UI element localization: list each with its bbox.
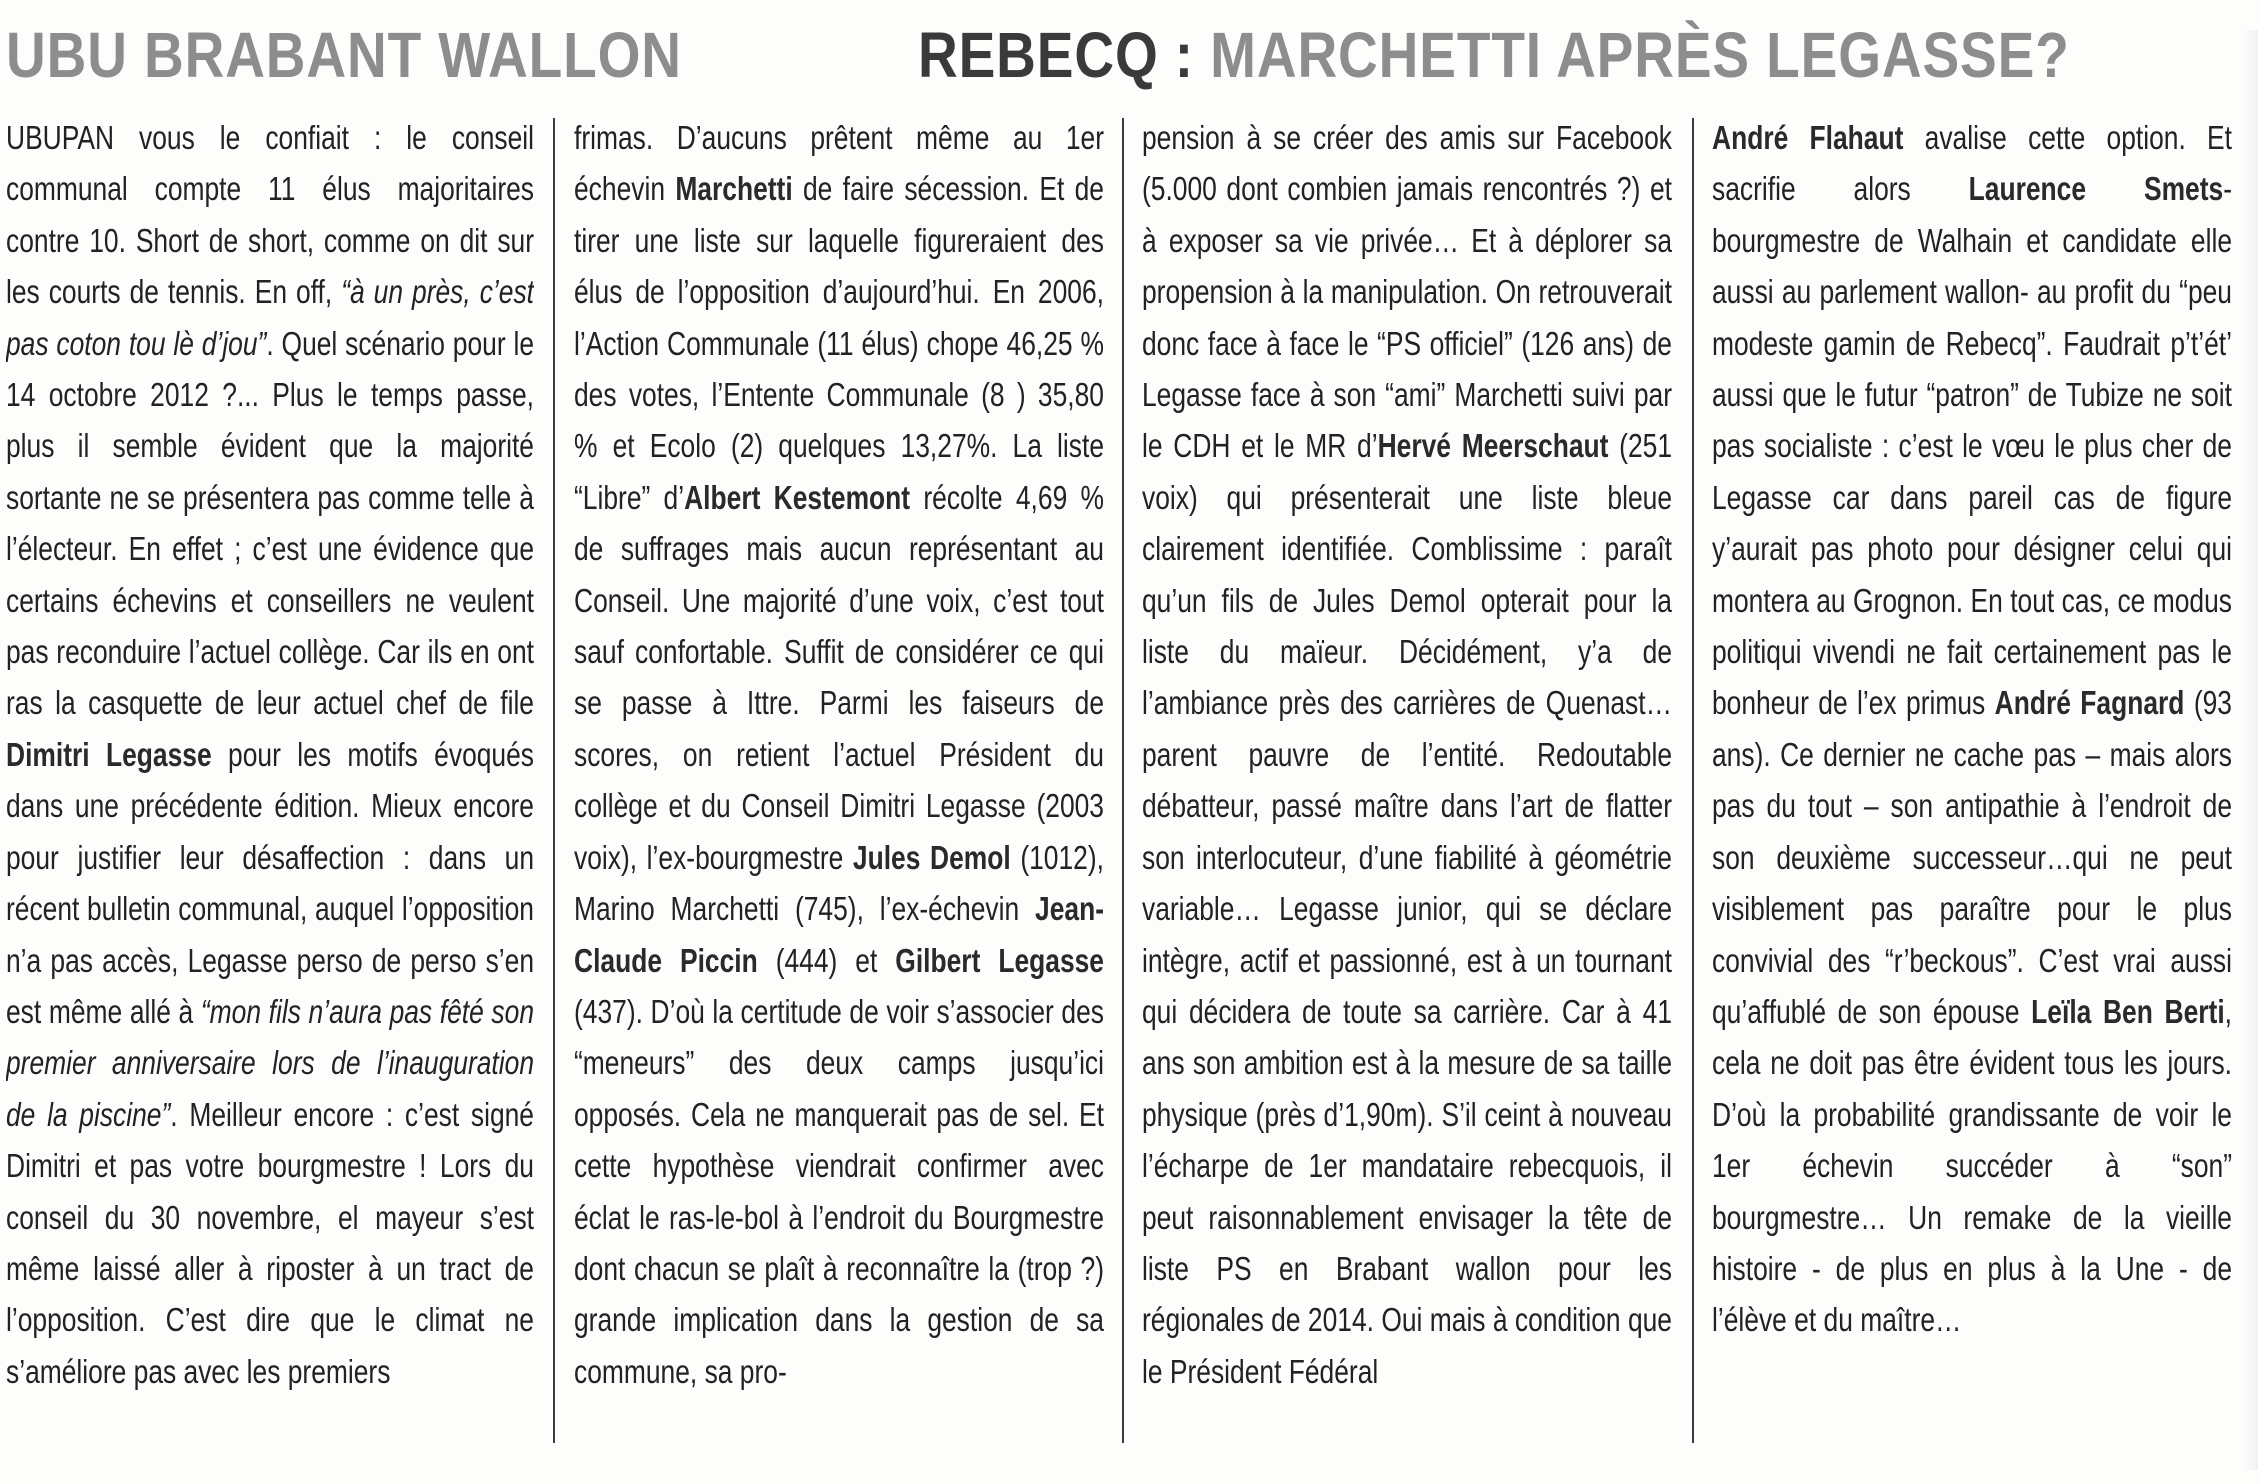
article-column-3 (1142, 112, 1672, 1442)
text-run: Dimitri Legasse (6, 735, 212, 773)
text-run: André Flahaut (1712, 119, 1904, 156)
text-run: “mon fils n’aura pas fêté son premier anniversaire lors de l’inauguration de la piscine” (6, 992, 534, 1133)
text-run: frimas. D’aucuns prêtent même au 1er échevin (574, 119, 1104, 208)
text-run: (251 voix) qui présenterait une liste bleue clairement identifiée. Comblissime : paraît qu’un fils de Jules Demol opterait pour la liste du maïeur. Décidément, y’a de l’ambiance près des carrières de Quenast… parent pauvre de l’entité. Redoutable débatteur, passé maître dans l’art de flatter son interlocuteur, d’une fiabilité à géométrie variable… Legasse junior, qui se déclare intègre, actif et passionné, est à un tournant qui décidera de toute sa carrière. Car à 41 ans son ambition est à la mesure de sa taille physique (près d’1,90m). S’il ceint à nouveau l’écharpe de 1er mandataire rebecquois, il peut raisonnablement envisager la tête de liste PS en Brabant wallon pour les régionales de 2014. Oui mais à condition que le Président Fédéral (1142, 427, 1672, 1390)
text-run: (1012), Marino Marchetti (745), l’ex-échevin (574, 838, 1104, 928)
text-run: Albert Kestemont (684, 478, 911, 516)
text-run: “à un près, c’est pas coton tou lè d’jou” (6, 273, 534, 362)
text-run: (437). D’où la certitude de voir s’associer des “meneurs” des deux camps jusqu’ici opposés. Cela ne manquerait pas de sel. Et cette hypothèse viendrait confirmer avec éclat le ras-le-bol à l’endroit du Bourgmestre dont chacun se plaît à reconnaître la (trop ?) grande implication dans la gestion de sa commune, sa pro- (574, 992, 1104, 1390)
text-run: pension à se créer des amis sur Facebook (5.000 dont combien jamais rencontrés ?) et à exposer sa vie privée… Et à déplorer sa propension à la manipulation. On retrouverait donc face à face le “PS officiel” (126 ans) de Legasse face à son “ami” Marchetti suivi par le CDH et le MR d’ (1142, 119, 1672, 465)
page-edge-shadow (2242, 30, 2258, 1470)
text-run: (93 ans). Ce dernier ne cache pas – mais alors pas du tout – son antipathie à l’endroit de son deuxième successeur…qui ne peut visiblement pas paraître pour le plus convivial des “r’beckous”. C’est vrai aussi qu’affublé de son épouse (1712, 684, 2232, 1030)
column-divider-2 (1122, 118, 1124, 1443)
column-1-text (6, 112, 534, 1397)
text-run: Jules Demol (852, 838, 1011, 876)
column-3-text (1142, 112, 1672, 1397)
article-column-1 (6, 112, 534, 1442)
text-run: . Meilleur encore : c’est signé Dimitri et pas votre bourgmestre ! Lors du conseil du 30 novembre, el mayeur s’est même laissé aller à riposter à un tract de l’opposition. C’est dire que le climat ne s’améliore pas avec les premiers (6, 1095, 534, 1390)
text-run: (444) et (757, 941, 896, 979)
text-run: Jean-Claude Piccin (574, 890, 1104, 979)
article-column-4 (1712, 112, 2232, 1442)
article-headline-title: MARCHETTI APRÈS LEGASSE? (1210, 19, 2070, 91)
section-headline (6, 10, 682, 100)
text-run: de faire sécession. Et de tirer une liste sur laquelle figureraient des élus de l’opposition d’aujourd’hui. En 2006, l’Action Communale (11 élus) chope 46,25 % des votes, l’Entente Communale (8 ) 35,80 % et Ecolo (2) quelques 13,27%. La liste “Libre” d’ (574, 170, 1104, 516)
article-column-2 (574, 112, 1104, 1442)
column-4-text (1712, 112, 2232, 1346)
column-divider-1 (553, 118, 555, 1443)
text-run: , cela ne doit pas être évident tous les jours. D’où la probabilité grandissante de voir le 1er échevin succéder à “son” bourgmestre… Un remake de la vieille histoire - de plus en plus à la Une - de l’élève et du maître… (1712, 992, 2232, 1339)
text-run: avalise cette option. Et sacrifie alors (1712, 119, 2232, 208)
article-headline-place: REBECQ : (918, 19, 1211, 91)
text-run: . Quel scénario pour le 14 octobre 2012 ?... Plus le temps passe, plus il semble évident que la majorité sortante ne se présentera pas comme telle à l’électeur. En effet ; c’est une évidence que certains échevins et conseillers ne veulent pas reconduire l’actuel collège. Car ils en ont ras la casquette de leur actuel chef de file (6, 324, 534, 722)
text-run: Hervé Meerschaut (1377, 427, 1609, 465)
article-headline (918, 10, 2070, 100)
text-run: Gilbert Legasse (895, 941, 1104, 979)
section-headline-text: UBU BRABANT WALLON (6, 19, 682, 91)
text-run: Leïla Ben Berti (2031, 992, 2225, 1030)
column-2-text (574, 112, 1104, 1397)
text-run: pour les motifs évoqués dans une précédente édition. Mieux encore pour justifier leur désaffection : dans un récent bulletin communal, auquel l’opposition n’a pas accès, Legasse perso de perso s’en est même allé à (6, 735, 534, 1030)
text-run: - bourgmestre de Walhain et candidate elle aussi au parlement wallon- au profit du “peu modeste gamin de Rebecq”. Faudrait p’t’ét’ aussi que le futur “patron” de Tubize ne soit pas socialiste : c’est le vœu le plus cher de Legasse car dans pareil cas de figure y’aurait pas photo pour désigner celui qui montera au Grognon. En tout cas, ce modus politiqui vivendi ne fait certainement pas le bonheur de l’ex primus (1712, 170, 2232, 722)
text-run: André Fagnard (1994, 684, 2185, 722)
text-run: Marchetti (675, 170, 793, 208)
text-run: Laurence Smets (1968, 170, 2224, 208)
column-divider-3 (1692, 118, 1694, 1443)
text-run: récolte 4,69 % de suffrages mais aucun représentant au Conseil. Une majorité d’une voix, c’est tout sauf confortable. Suffit de considérer ce qui se passe à Ittre. Parmi les faiseurs de scores, on retient l’actuel Président du collège et du Conseil Dimitri Legasse (2003 voix), l’ex-bourgmestre (574, 478, 1104, 876)
text-run: UBUPAN vous le confiait : le conseil communal compte 11 élus majoritaires contre 10. Short de short, comme on dit sur les courts de tennis. En off, (6, 119, 534, 311)
